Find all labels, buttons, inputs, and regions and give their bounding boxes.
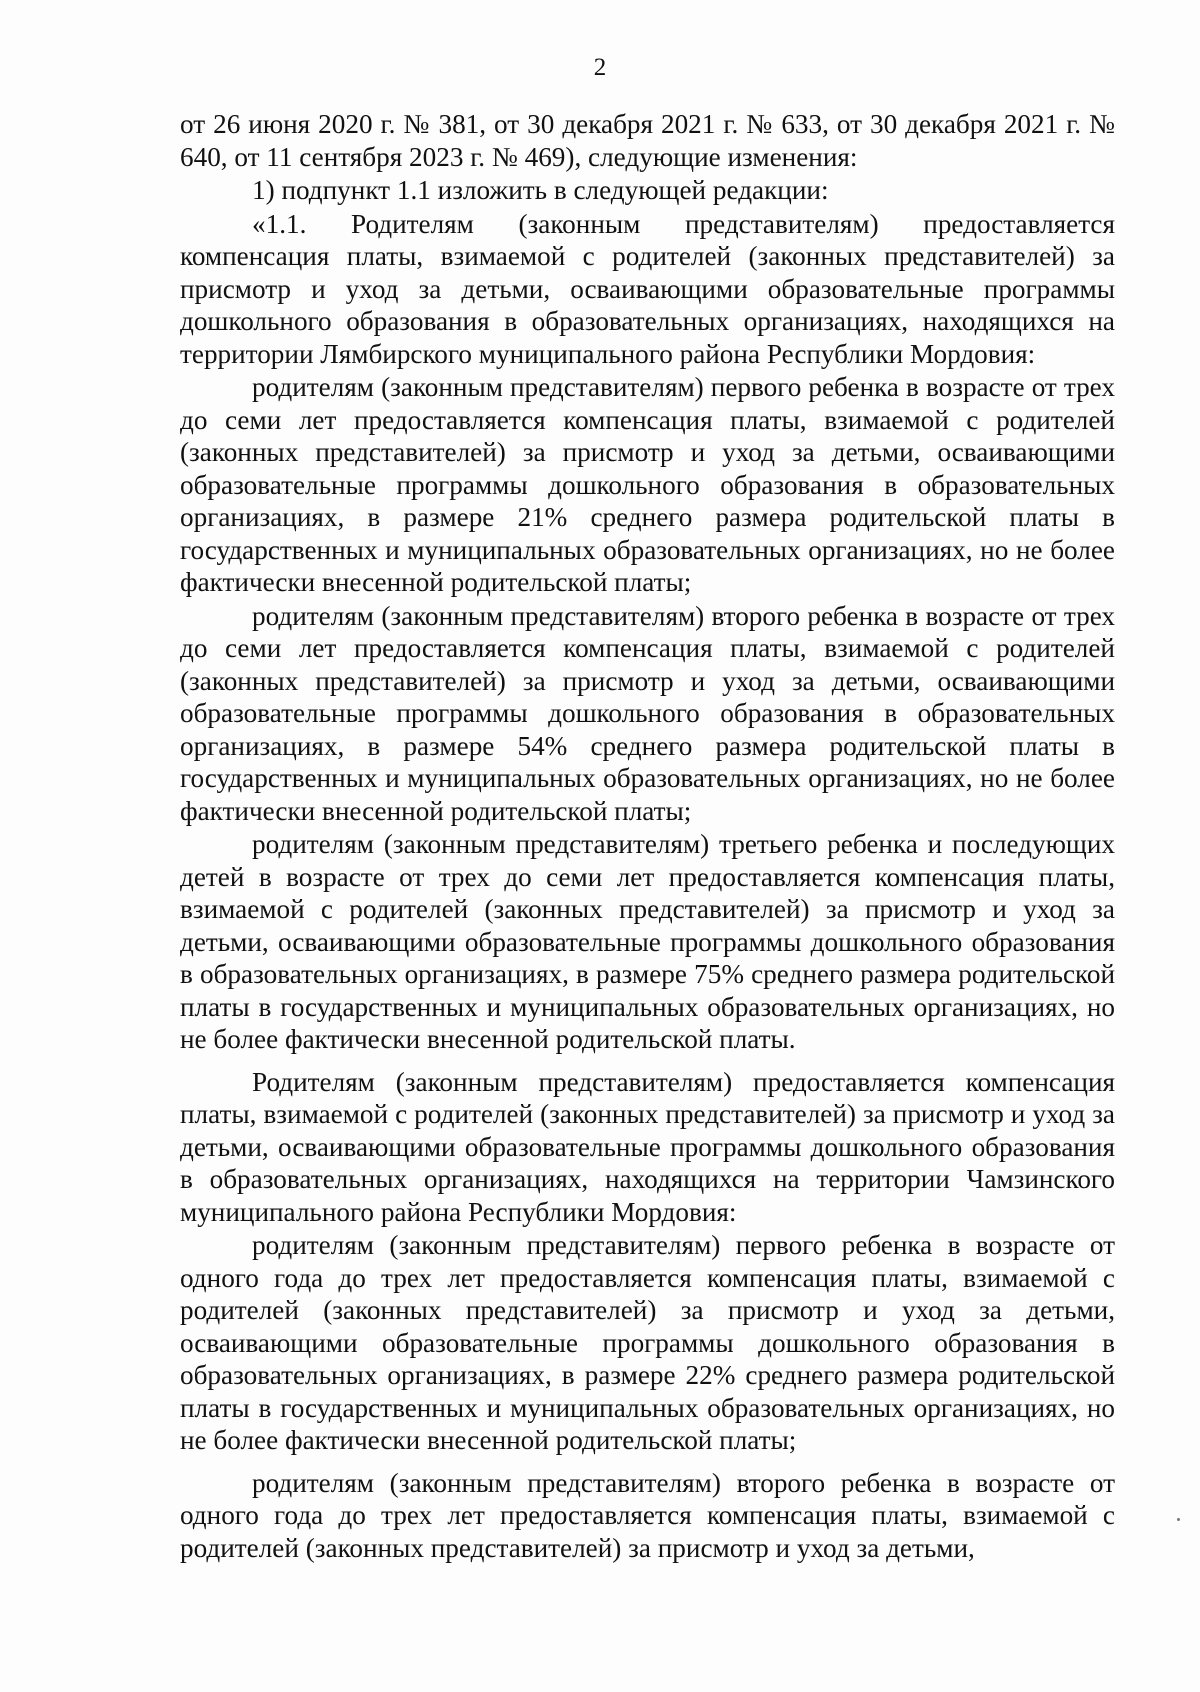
paragraph-intro: от 26 июня 2020 г. № 381, от 30 декабря 2021 г. № 633, от 30 декабря 2021 г. № 640, от 11 сентября 2023 г. № 469), следующие изменения: (180, 109, 1115, 172)
page-number: 2 (593, 54, 607, 81)
paragraph-lyambir-second-child: родителям (законным представителям) второго ребенка в возрасте от трех до семи лет предоставляется компенсация платы, взимаемой с родителей (законных представителей) за присмотр и уход за детьми, осваивающими образовательные программы дошкольного образования в образовательных организациях, в размере 54% среднего размера родительской платы в государственных и муниципальных образовательных организациях, но не более фактически внесенной родительской платы; (180, 600, 1115, 826)
paragraph-lyambir-first-child: родителям (законным представителям) первого ребенка в возрасте от трех до семи лет предоставляется компенсация платы, взимаемой с родителей (законных представителей) за присмотр и уход за детьми, осваивающими образовательные программы дошкольного образования в образовательных организациях, в размере 21% среднего размера родительской платы в государственных и муниципальных образовательных организациях, но не более фактически внесенной родительской платы; (180, 372, 1115, 597)
paragraph-chamzinka-first-child: родителям (законным представителям) первого ребенка в возрасте от одного года до трех лет предоставляется компенсация платы, взимаемой с родителей (законных представителей) за присмотр и уход за детьми, осваивающими образовательные программы дошкольного образования в образовательных организациях, в размере 22% среднего размера родительской платы в государственных и муниципальных образовательных организациях, но не более фактически внесенной родительской платы; (180, 1230, 1115, 1455)
paragraph-chamzinka-second-child: родителям (законным представителям) второго ребенка в возрасте от одного года до трех лет предоставляется компенсация платы, взимаемой с родителей (законных представителей) за присмотр и уход за детьми, (180, 1467, 1115, 1563)
paragraph-item-1: 1) подпункт 1.1 изложить в следующей редакции: (252, 175, 829, 205)
scan-dot-mark (1177, 1518, 1180, 1521)
paragraph-chamzinka-intro: Родителям (законным представителям) предоставляется компенсация платы, взимаемой с родителей (законных представителей) за присмотр и уход за детьми, осваивающими образовательные программы дошкольного образования в образовательных организациях, находящихся на территории Чамзинского муниципального района Республики Мордовия: (180, 1066, 1115, 1227)
paragraph-lyambir-third-child: родителям (законным представителям) третьего ребенка и последующих детей в возрасте от трех до семи лет предоставляется компенсация платы, взимаемой с родителей (законных представителей) за присмотр и уход за детьми, осваивающими образовательные программы дошкольного образования в образовательных организациях, в размере 75% среднего размера родительской платы в государственных и муниципальных образовательных организациях, но не более фактически внесенной родительской платы. (180, 829, 1115, 1054)
document-body (180, 108, 1115, 1564)
paragraph-clause-1-1: «1.1. Родителям (законным представителям) предоставляется компенсация платы, взимаемой с родителей (законных представителей) за присмотр и уход за детьми, осваивающими образовательные программы дошкольного образования в образовательных организациях, находящихся на территории Лямбирского муниципального района Республики Мордовия: (180, 208, 1115, 369)
